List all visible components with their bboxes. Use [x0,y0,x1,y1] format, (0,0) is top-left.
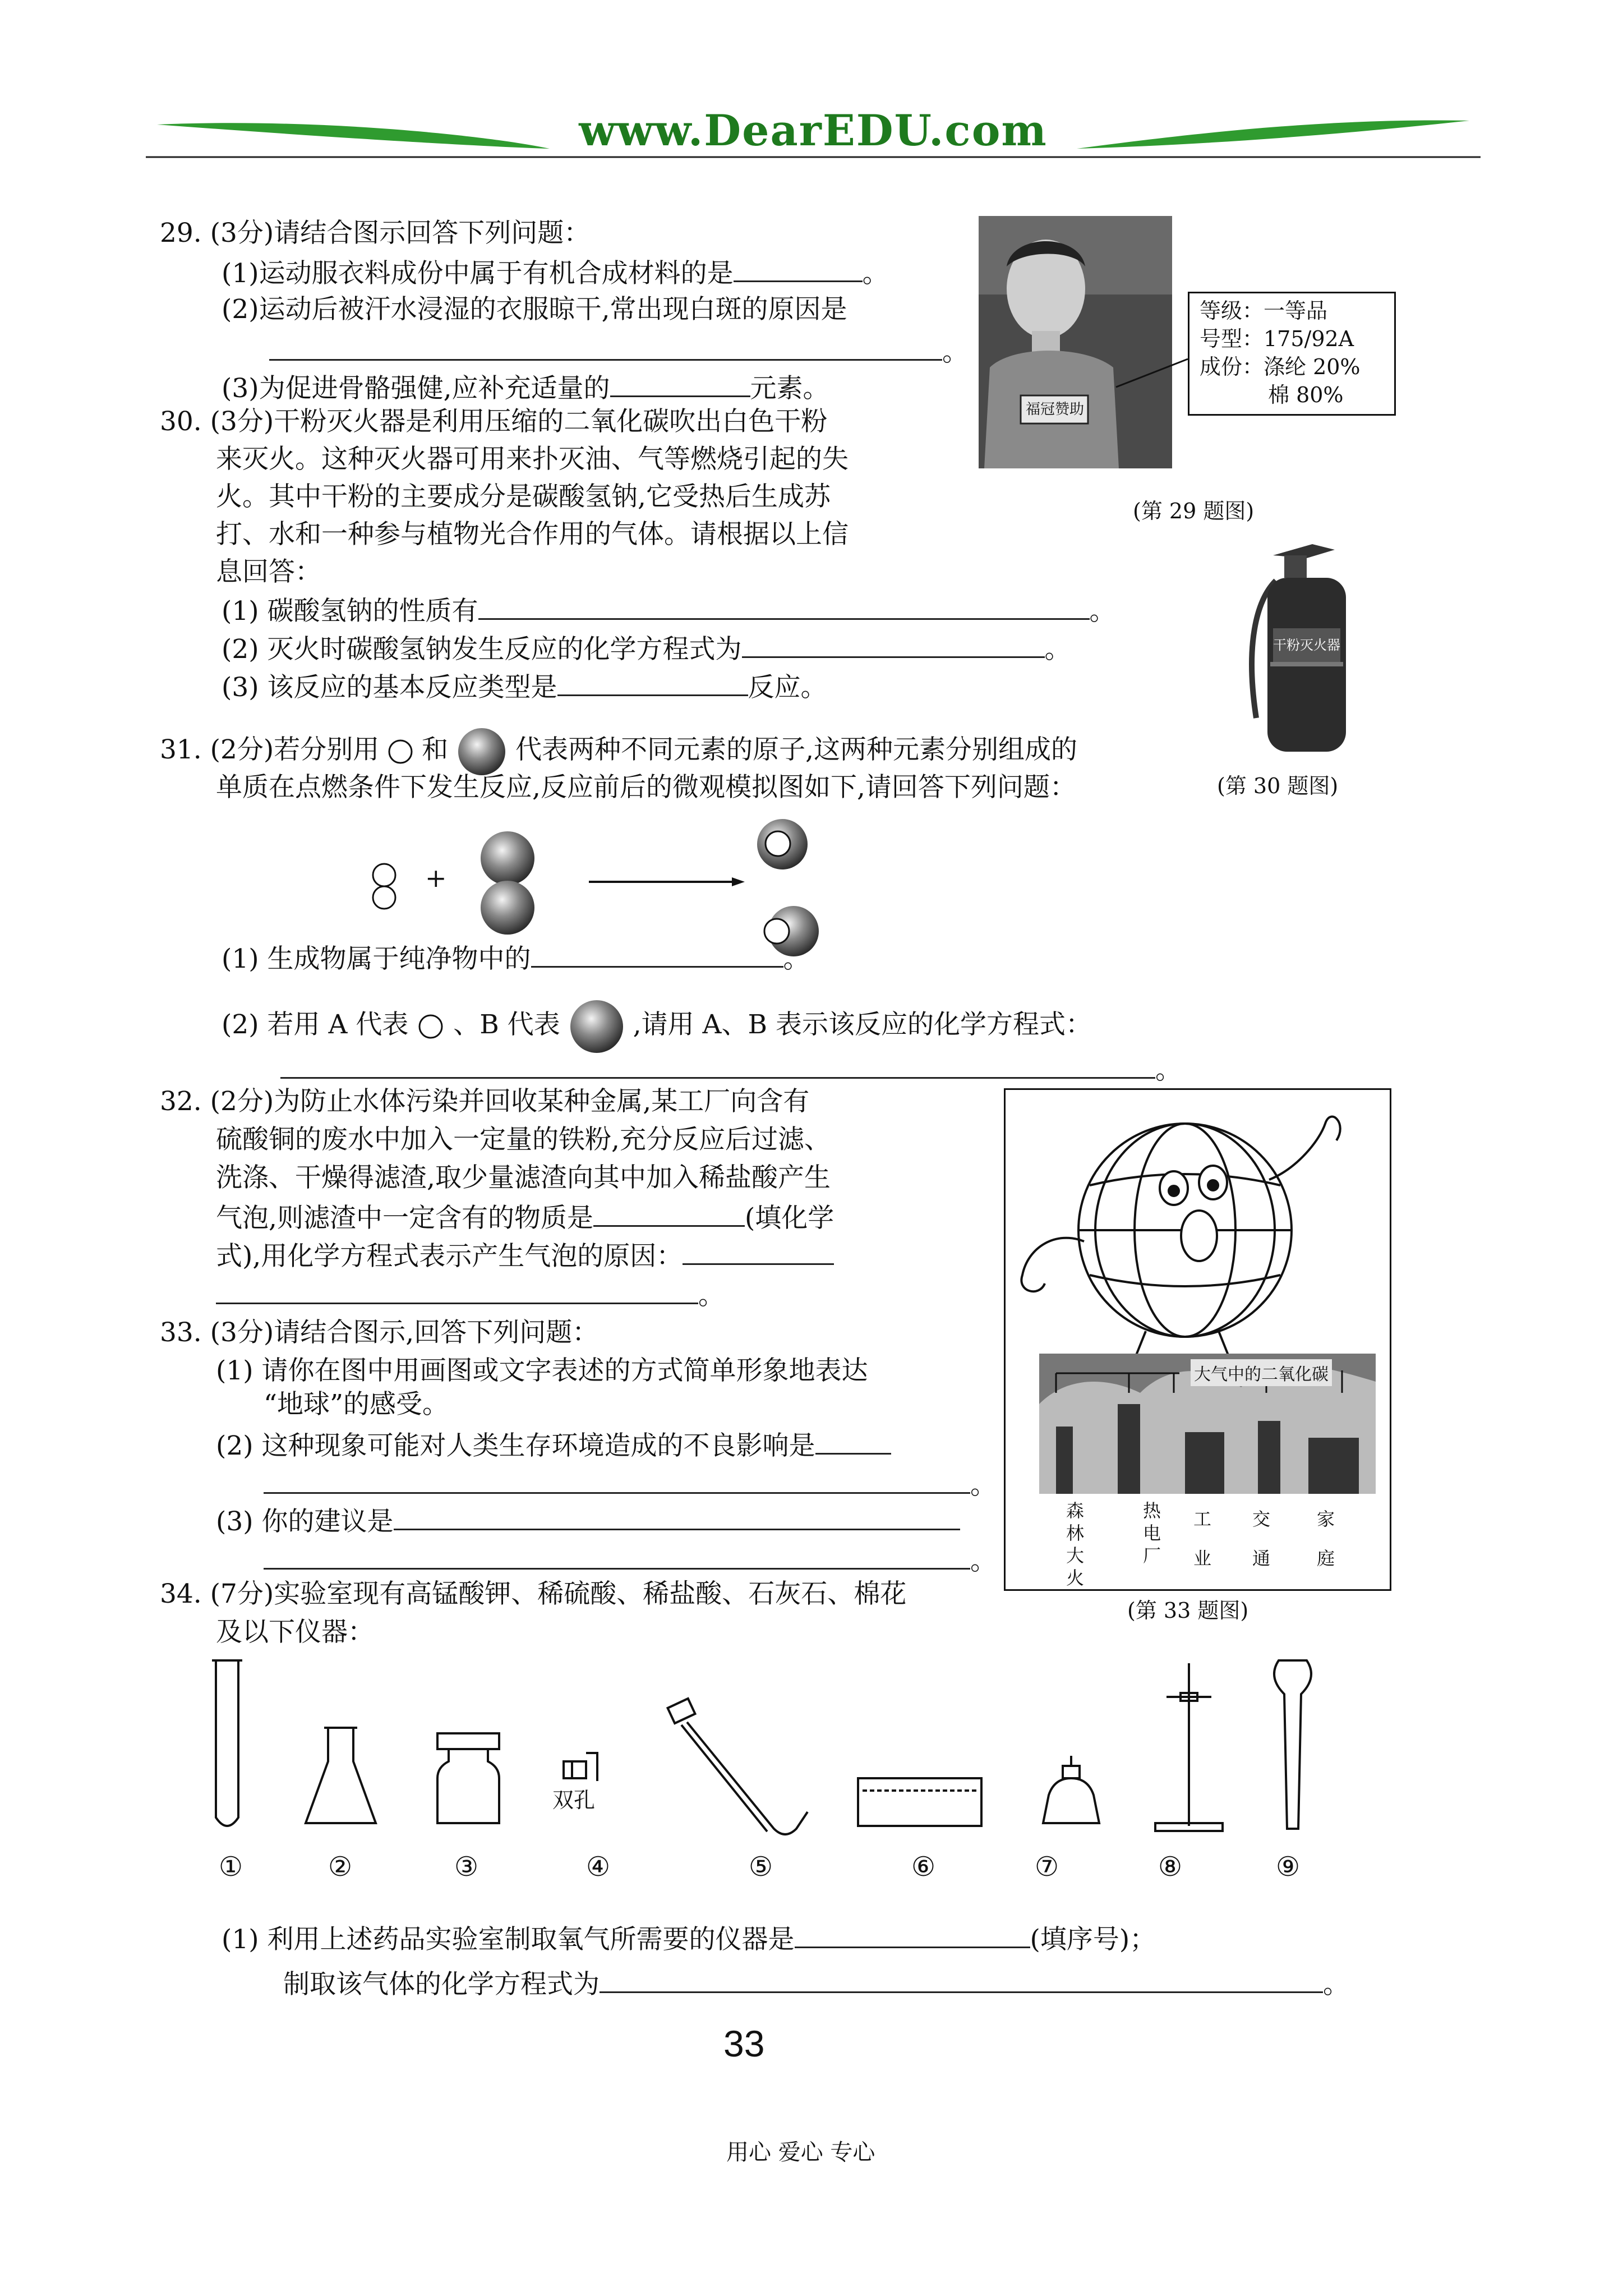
water-trough-icon [858,1778,981,1826]
q31-part2 [222,999,1092,1055]
q34-part1 [222,1918,1156,1959]
q30-answer3-blank[interactable] [557,666,748,696]
q31-part2-text-b: 、B 代表 [453,1009,560,1040]
q33-part3 [216,1501,960,1541]
conical-flask-icon [306,1728,376,1823]
alcohol-lamp-icon [1043,1756,1099,1823]
apparatus-number-4: ④ [586,1851,611,1883]
q34-part1-text: (1) 利用上述药品实验室制取氧气所需要的仪器是 [222,1924,795,1955]
small-white-atom-icon [388,739,413,765]
atmosphere-co2-label: 大气中的二氧化碳 [1191,1359,1332,1386]
q29-part1-text: (1)运动服衣料成份中属于有机合成材料的是 [222,258,734,289]
q34-answer2-blank[interactable] [600,1963,1323,1993]
q31-line1-text-c: 代表两种不同元素的原子,这两种元素分别组成的 [515,734,1078,765]
iron-stand-icon [1155,1663,1223,1831]
q33-answer2-blank-a[interactable] [815,1425,891,1455]
atom-b-icon [569,999,625,1055]
q33-answer3-blank-b[interactable] [264,1540,970,1570]
apparatus-number-9: ⑨ [1276,1851,1301,1883]
earth-cartoon [1021,1117,1340,1359]
atom-a-icon [417,1013,445,1041]
source-traffic: 交通 [1252,1508,1271,1569]
q32-line4-text: 气泡,则滤渣中一定含有的物质是 [216,1203,593,1234]
q29-part3-suffix: 元素。 [750,373,829,404]
q31-answer1-blank[interactable] [531,938,783,968]
product-molecule-1 [757,819,808,869]
q34-answer1-blank[interactable] [795,1918,1030,1948]
label-content-cotton: 棉 80% [1268,383,1344,407]
site-url[interactable]: www.DearEDU.com [579,105,1048,155]
q31-answer2-line: 。 [280,1049,1182,1089]
apparatus-number-5: ⑤ [749,1851,773,1883]
q32-line1: 32. (2分)为防止水体污染并回收某种金属,某工厂向含有 [160,1086,810,1117]
test-tube-icon [212,1660,242,1826]
q30-line5: 息回答： [216,556,321,587]
q31-part2-text-a: (2) 若用 A 代表 [222,1009,409,1040]
apparatus-number-2: ② [328,1851,353,1883]
q33-part2-text: (2) 这种现象可能对人类生存环境造成的不良影响是 [216,1430,815,1461]
source-household: 家庭 [1317,1508,1335,1569]
plus-sign: + [425,863,447,893]
q29-part2: (2)运动后被汗水浸湿的衣服晾干,常出现白斑的原因是 [222,294,847,325]
apparatus-number-1: ① [219,1851,243,1883]
apparatus-number-7: ⑦ [1035,1851,1059,1883]
q30-line1: 30. (3分)干粉灭火器是利用压缩的二氧化碳吹出白色干粉 [160,406,828,437]
q30-part1: (1) 碳酸氢钠的性质有 。 [222,590,1116,631]
page-number: 33 [723,2023,765,2064]
q31-line2: 单质在点燃条件下发生反应,反应前后的微观模拟图如下,请回答下列问题： [216,772,1076,803]
q30-part3-suffix: 反应。 [748,672,827,703]
q32-answer1-blank[interactable] [593,1197,745,1227]
fire-extinguisher-figure [1223,533,1368,757]
q32-line2: 硫酸铜的废水中加入一定量的铁粉,充分反应后过滤、 [216,1124,831,1155]
gas-collecting-bottle-icon [437,1733,499,1823]
apparatus-row [202,1644,1357,1902]
source-power-plant: 热电厂 [1143,1500,1161,1566]
two-hole-stopper-icon [564,1753,597,1781]
apparatus-number-3: ③ [454,1851,479,1883]
q29-part3-text: (3)为促进骨骼强健,应补充适量的 [222,373,610,404]
q34-line1: 34. (7分)实验室现有高锰酸钾、稀硫酸、稀盐酸、石灰石、棉花 [160,1579,907,1609]
apparatus-number-8: ⑧ [1158,1851,1183,1883]
q34-part1-equation-text: 制取该气体的化学方程式为 [283,1969,600,2000]
q33-earth-figure [1004,1088,1391,1591]
q31-answer2-blank[interactable] [280,1049,1155,1079]
q29-answer2-blank[interactable] [269,331,942,361]
long-neck-funnel-icon [1274,1660,1311,1829]
q31-part1-text: (1) 生成物属于纯净物中的 [222,944,531,974]
q33-part1-line2: “地球”的感受。 [264,1389,449,1420]
q33-part2 [216,1425,891,1465]
q29-answer3-blank[interactable] [610,367,750,397]
q30-part2: (2) 灭火时碳酸氢钠发生反应的化学方程式为 。 [222,628,1071,669]
q31-part2-text-c: ,请用 A、B 表示该反应的化学方程式： [633,1009,1092,1040]
athlete-bib: 福冠赞助 [1025,401,1084,418]
q32-line5-text: 式),用化学方程式表示产生气泡的原因： [216,1241,683,1272]
q33-answer2-line: 。 [264,1464,997,1504]
q30-line2: 来灭火。这种灭火器可用来扑灭油、气等燃烧引起的失 [216,444,849,475]
q33-figure-caption: (第 33 题图) [1127,1598,1249,1623]
q33-answer3-blank-a[interactable] [394,1501,960,1530]
q32-answer2-blank-b[interactable] [216,1274,698,1304]
source-forest-fire: 森林大火 [1066,1500,1085,1589]
q29-figure-caption: (第 29 题图) [1133,499,1255,523]
label-content-polyester: 成份：涤纶 20% [1200,355,1361,379]
delivery-tube-icon [668,1699,808,1834]
q31-line1-text-b: 和 [422,734,449,765]
q31-part1: (1) 生成物属于纯净物中的 。 [222,938,810,978]
q34-part1-suffix: (填序号)； [1030,1924,1156,1955]
q33-part1-line1: (1) 请你在图中用画图或文字表述的方式简单形象地表达 [216,1355,868,1386]
q29-part1: (1)运动服衣料成份中属于有机合成材料的是 。 [222,252,889,293]
q31-line1-text-a: 31. (2分)若分别用 [160,734,380,765]
source-industry: 工业 [1193,1508,1212,1569]
reactant-dark-molecule [481,831,534,935]
q30-answer2-blank[interactable] [742,628,1045,658]
q30-line3: 火。其中干粉的主要成分是碳酸氢钠,它受热后生成苏 [216,481,831,512]
apparatus-number-6: ⑥ [911,1851,936,1883]
q30-line4: 打、水和一种参与植物光合作用的气体。请根据以上信 [216,519,849,550]
q33-part3-text: (3) 你的建议是 [216,1506,394,1537]
q32-answer2-line: 。 [216,1274,725,1315]
q29-part3 [222,367,829,408]
q29-answer2-line: 。 [269,331,969,371]
q32-line4 [216,1197,834,1237]
q30-part2-text: (2) 灭火时碳酸氢钠发生反应的化学方程式为 [222,634,742,665]
label-size: 号型：175/92A [1200,326,1354,351]
q29-stem: 29. (3分)请结合图示回答下列问题： [160,218,591,249]
q33-stem: 33. (3分)请结合图示,回答下列问题： [160,1317,599,1348]
q34-line2: 及以下仪器： [216,1617,374,1648]
q30-answer1-blank[interactable] [478,590,1090,620]
q30-part3 [222,666,827,707]
q30-part1-text: (1) 碳酸氢钠的性质有 [222,596,478,627]
q30-part3-text: (3) 该反应的基本反应类型是 [222,672,557,703]
extinguisher-label: 干粉灭火器 [1273,637,1340,653]
q32-line3: 洗涤、干燥得滤渣,取少量滤渣向其中加入稀盐酸产生 [216,1162,831,1193]
q32-line4-suffix: (填化学 [744,1203,834,1234]
q30-figure-caption: (第 30 题图) [1217,774,1339,798]
reactant-white-molecule [373,864,395,909]
q32-answer2-blank-a[interactable] [683,1235,834,1265]
q32-line5 [216,1235,834,1276]
q29-answer1-blank[interactable] [734,252,863,282]
label-grade: 等级：一等品 [1200,298,1328,323]
q34-part1-equation: 制取该气体的化学方程式为 。 [283,1963,1349,2004]
q33-answer2-blank-b[interactable] [264,1464,970,1494]
clothing-label [1188,292,1396,416]
footer-motto: 用心 爱心 专心 [726,2139,875,2165]
header-banner [146,101,1481,168]
two-hole-label: 双孔 [552,1788,596,1812]
q33-answer3-line: 。 [264,1540,997,1580]
